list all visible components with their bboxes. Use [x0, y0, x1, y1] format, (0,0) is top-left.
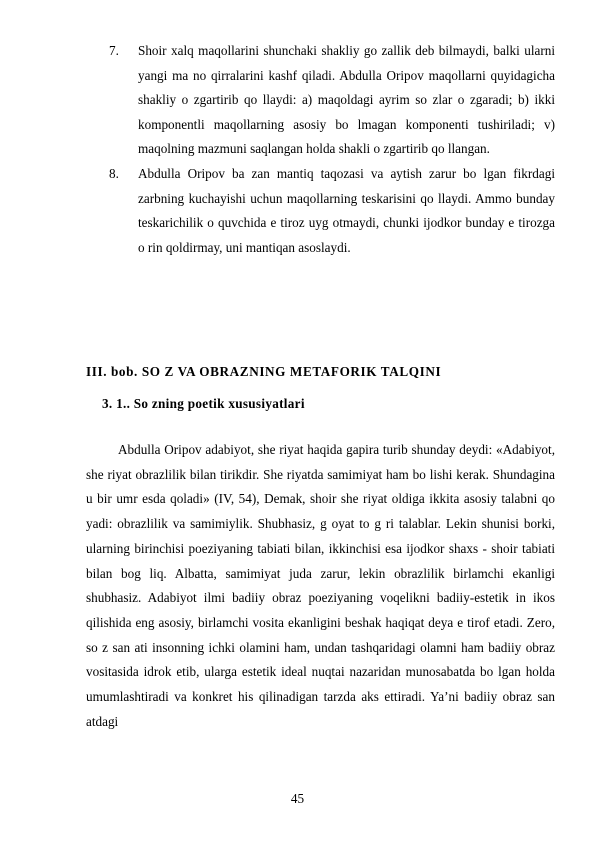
- list-item-number: 7.: [109, 43, 119, 58]
- list-item-8: [109, 162, 555, 260]
- list-item-7: [109, 39, 555, 162]
- section-title: 3. 1.. So zning poetik xususiyatlari: [102, 396, 305, 411]
- list-item-text: Shoir xalq maqollarini shunchaki shakliy go zallik deb bilmaydi, balki ularni yangi ma no qirralarini kashf qiladi. Abdulla Oripov maqollarni quyidagicha shakliy o zgartirib qo llaydi: a) maqoldagi ayrim so zlar o zgaradi; b) ikki komponentli maqollarning asosiy bo lmagan komponenti tushiriladi; v) maqolning mazmuni saqlangan holda shakli o zgartirib qo llangan.: [138, 43, 555, 157]
- list-item-text: Abdulla Oripov ba zan mantiq taqozasi va aytish zarur bo lgan fikrdagi zarbning kuchayishi uchun maqollarning teskarisini qo llaydi. Ammo bunday teskarichilik o quvchida e tiroz uyg otmaydi, chunki ijodkor bunday e tirozga o rin qoldirmay, uni mantiqan asoslaydi.: [138, 165, 555, 255]
- numbered-list: [109, 39, 555, 260]
- chapter-title: III. bob. SO Z VA OBRAZNING METAFORIK TALQINI: [86, 364, 442, 379]
- page-number: 45: [290, 791, 305, 806]
- body-paragraph: Abdulla Oripov adabiyot, she riyat haqida gapira turib shunday deydi: «Adabiyot, she riyat obrazlilik bilan tirikdir. She riyatda samimiyat ham bo lishi kerak. Shundagina u bir umr esda qoladi» (IV, 54), Demak, shoir she riyat oldiga ikkita asosiy talabni qo yadi: obrazlilik va samimiylik. Shubhasiz, g oyat to g ri talablar. Lekin shunisi borki, ularning birinchisi poeziyaning tabiati bilan, ikkinchisi esa ijodkor shaxs - shoir tabiati bilan bog liq. Albatta, samimiyat juda zarur, lekin obrazlilik birlamchi ekanligi shubhasiz. Adabiyot ilmi badiiy obraz poeziyaning voqelikni badiiy-estetik in ikos qilishida eng asosiy, birlamchi vosita ekanligini beshak haqiqat deya e tirof etadi. Zero, so z san ati insonning ichki olamini ham, undan tashqaridagi olamni ham badiiy obraz vositasida idrok etib, ularga estetik ideal nuqtai nazaridan munosabatda bo lgan holda umumlashtiradi va konkret his qilinadigan tarzda aks ettiradi. Ya’ni badiiy obraz san atdagi: [86, 442, 555, 729]
- list-item-number: 8.: [109, 165, 119, 181]
